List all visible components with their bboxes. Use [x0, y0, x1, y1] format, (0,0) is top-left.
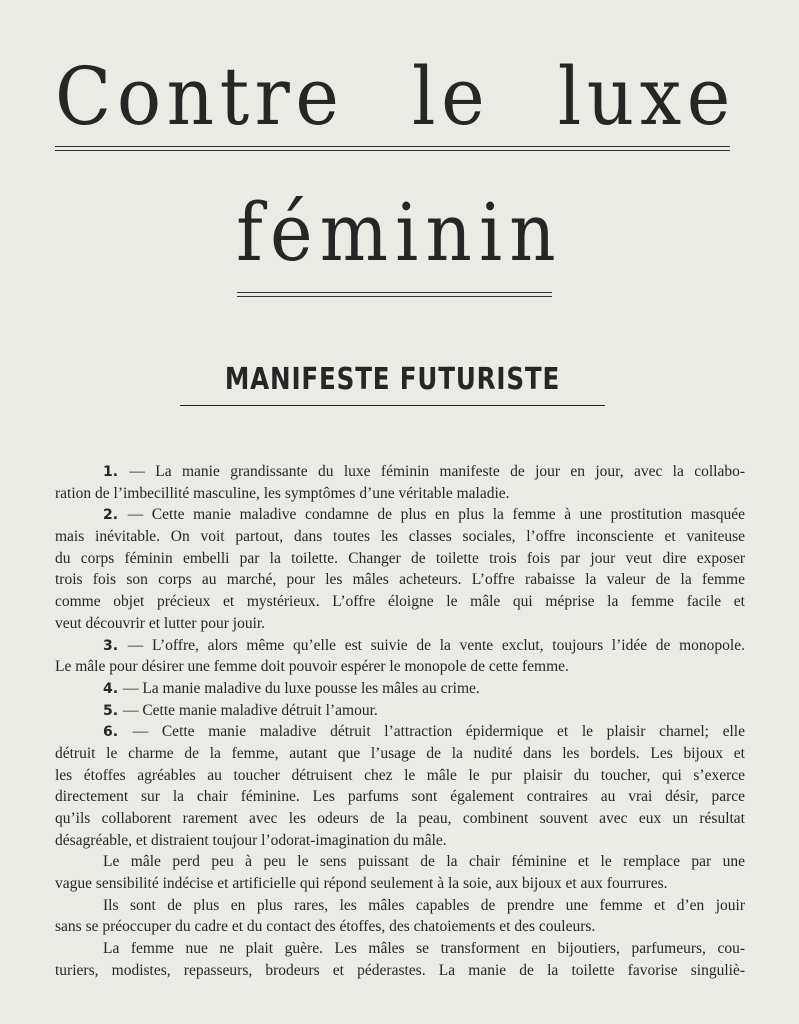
text-line: qu’ils collaborent rarement avec les odeurs de la peau, combinent souvent avec eux un résultat: [55, 810, 745, 827]
double-rule: [237, 292, 552, 297]
paragraph-number: 6.: [103, 724, 133, 741]
paragraph: [55, 721, 745, 851]
text-line: 3. — L’offre, alors même qu’elle est suivie de la vente exclut, toujours l’idée de monopole.: [103, 636, 745, 654]
text-line: les étoffes agréables au toucher détruisent chez le mâle le pur plaisir du toucher, qui s’exerce: [55, 766, 745, 784]
paragraph-number: 2.: [103, 507, 128, 524]
text-line: détruit le charme de la femme, autant que l’usage de la nudité dans les bordels. Les bijoux et: [55, 744, 745, 762]
text-line: 5. — Cette manie maladive détruit l’amour.: [103, 701, 378, 719]
subtitle-underline: [180, 405, 605, 406]
text-line: 6. — Cette manie maladive détruit l’attraction épidermique et le plaisir charnel; elle: [103, 723, 745, 741]
paragraph: [55, 700, 745, 722]
text-line: comme objet précieux et mystérieux. L’offre éloigne le mâle qui méprise la femme facile et: [55, 593, 745, 611]
subtitle: MANIFESTE FUTURISTE: [224, 362, 561, 397]
paragraph: [55, 504, 745, 634]
title-word: luxe: [557, 50, 736, 143]
paragraph: [55, 895, 745, 938]
paragraph: [55, 635, 745, 678]
text-line: mais inévitable. On voit partout, dans toutes les classes sociales, l’offre inconsciente et vaniteuse: [55, 528, 745, 546]
paragraph: [55, 461, 745, 504]
text-line: Le mâle perd peu à peu le sens puissant de la chair féminine et le remplace par une: [103, 853, 745, 871]
text-line: vague sensibilité indécise et artificielle qui répond seulement à la soie, aux bijoux et aux fourrures.: [55, 875, 668, 893]
text-line: 4. — La manie maladive du luxe pousse les mâles au crime.: [103, 679, 480, 697]
text-line: trois fois son corps au marché, pour les mâles acheteurs. L’offre rabaisse la valeur de la femme: [55, 571, 745, 589]
text-line: 1. — La manie grandissante du luxe féminin manifeste de jour en jour, avec la collabo-: [103, 463, 745, 480]
text-line: Ils sont de plus en plus rares, les mâles capables de prendre une femme et d’en jouir: [103, 896, 745, 914]
text-line: 2. — Cette manie maladive condamne de plus en plus la femme à une prostitution masquée: [103, 506, 745, 524]
text-line: directement sur la chair féminine. Les parfums sont également contraires au vrai désir, parce: [55, 788, 745, 806]
text-line: du corps féminin embelli par la toilette. Changer de toilette trois fois par jour veut dire exposer: [55, 549, 745, 567]
paragraph-number: 3.: [103, 637, 128, 654]
paragraph: [55, 851, 745, 894]
text-line: veut découvrir et lutter pour jouir.: [55, 614, 266, 632]
text-line: ration de l’imbecillité masculine, les symptômes d’une véritable maladie.: [55, 484, 510, 502]
paragraph: [55, 938, 745, 981]
title-word: Contre: [55, 50, 345, 143]
text-line: Le mâle pour désirer une femme doit pouvoir espérer le monopole de cette femme.: [55, 658, 569, 676]
text-line: turiers, modistes, repasseurs, brodeurs et péderastes. La manie de la toilette favorise singuliè-: [55, 961, 745, 979]
double-rule: [55, 146, 730, 151]
manifesto-body: [55, 461, 745, 982]
title-word: le: [412, 50, 491, 143]
paragraph: [55, 678, 745, 700]
paragraph-number: 4.: [103, 680, 123, 697]
title-line-2: féminin: [236, 186, 563, 279]
paragraph-number: 5.: [103, 702, 123, 719]
text-line: sans se préoccuper du cadre et du contact des étoffes, des chatoiements et des couleurs.: [55, 918, 596, 936]
text-line: La femme nue ne plait guère. Les mâles se transforment en bijoutiers, parfumeurs, cou-: [103, 940, 745, 958]
text-line: désagréable, et distraient toujour l’odorat-imagination du mâle.: [55, 831, 447, 849]
title-line-1: [55, 52, 736, 142]
paragraph-number: 1.: [103, 464, 130, 480]
